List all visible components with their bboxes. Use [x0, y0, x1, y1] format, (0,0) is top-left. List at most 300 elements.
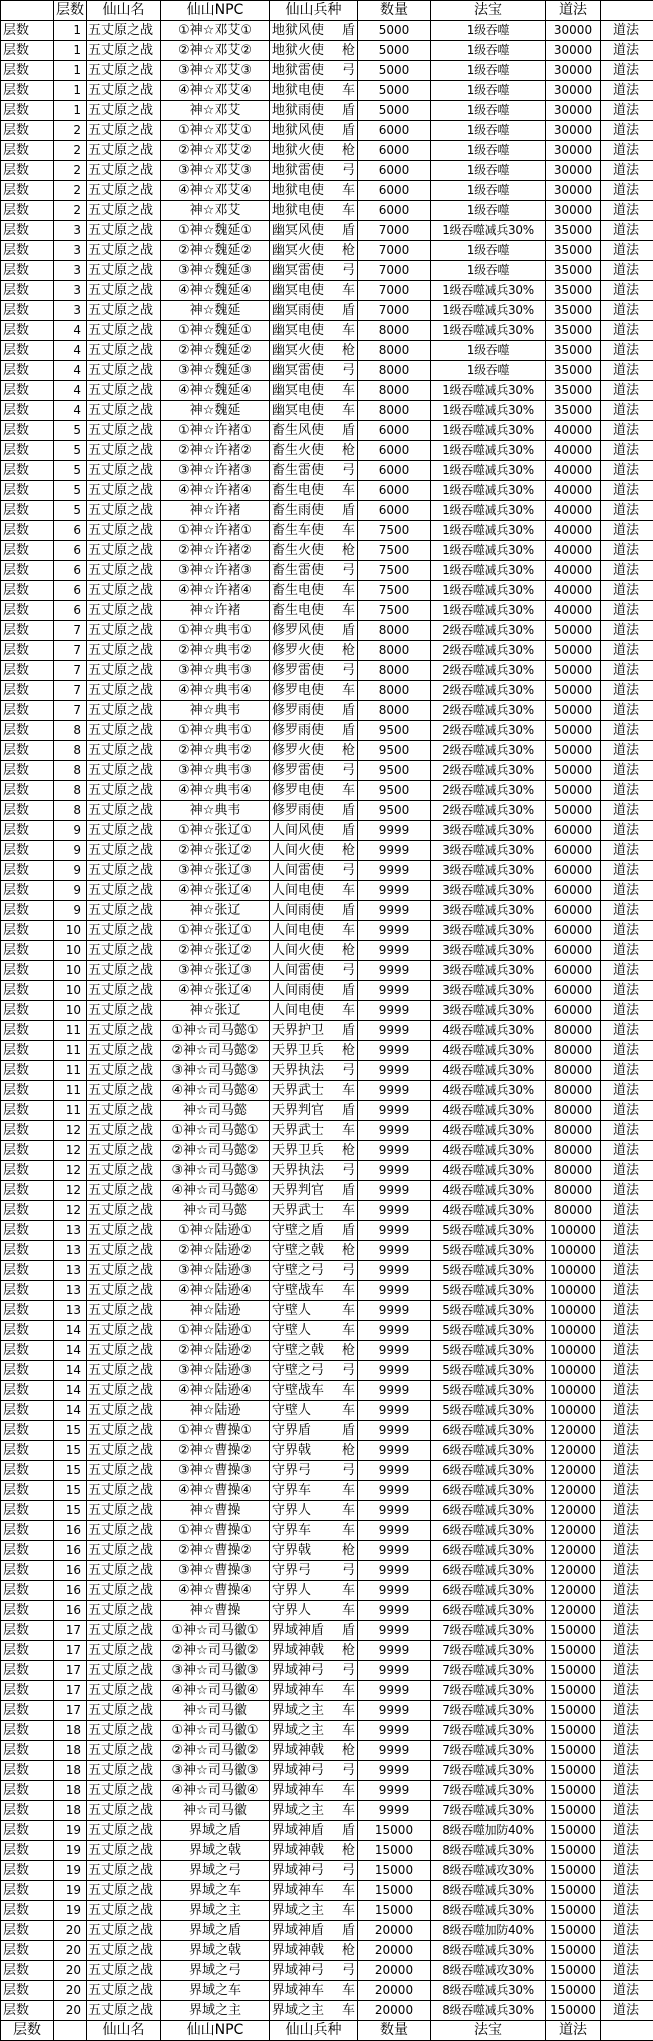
- cell-troop[interactable]: [270, 121, 358, 141]
- cell-mountain-name[interactable]: 五丈原之战: [87, 481, 161, 501]
- cell-daofa-label[interactable]: 道法: [601, 1801, 653, 1821]
- cell-npc-name[interactable]: ①神☆邓艾①: [161, 121, 270, 141]
- cell-daofa-label[interactable]: 道法: [601, 861, 653, 881]
- cell-mountain-name[interactable]: 五丈原之战: [87, 1841, 161, 1861]
- cell-troop[interactable]: [270, 1001, 358, 1021]
- cell-mountain-name[interactable]: 五丈原之战: [87, 521, 161, 541]
- cell-treasure[interactable]: 5级吞噬减兵30%: [431, 1361, 546, 1381]
- cell-layer-number[interactable]: 3: [54, 301, 87, 321]
- cell-layer-label[interactable]: 层数: [1, 1421, 54, 1441]
- cell-quantity[interactable]: 15000: [358, 1881, 431, 1901]
- cell-daofa-label[interactable]: 道法: [601, 141, 653, 161]
- cell-troop[interactable]: [270, 1161, 358, 1181]
- cell-layer-number[interactable]: 11: [54, 1061, 87, 1081]
- cell-layer-label[interactable]: 层数: [1, 721, 54, 741]
- cell-layer-number[interactable]: 11: [54, 1101, 87, 1121]
- cell-layer-number[interactable]: 1: [54, 101, 87, 121]
- footer-cell-quantity[interactable]: 数量: [358, 2021, 431, 2041]
- cell-quantity[interactable]: 8000: [358, 621, 431, 641]
- cell-layer-label[interactable]: 层数: [1, 1501, 54, 1521]
- cell-treasure[interactable]: 2级吞噬减兵30%: [431, 781, 546, 801]
- cell-quantity[interactable]: 9999: [358, 821, 431, 841]
- cell-daofa-label[interactable]: 道法: [601, 1201, 653, 1221]
- cell-troop[interactable]: [270, 1721, 358, 1741]
- cell-troop[interactable]: [270, 721, 358, 741]
- cell-daofa-label[interactable]: 道法: [601, 661, 653, 681]
- cell-layer-number[interactable]: 20: [54, 1941, 87, 1961]
- cell-mountain-name[interactable]: 五丈原之战: [87, 1281, 161, 1301]
- footer-cell-npc[interactable]: 仙山NPC: [161, 2021, 270, 2041]
- cell-layer-number[interactable]: 5: [54, 481, 87, 501]
- cell-quantity[interactable]: 8000: [358, 341, 431, 361]
- cell-mountain-name[interactable]: 五丈原之战: [87, 821, 161, 841]
- cell-troop[interactable]: [270, 401, 358, 421]
- cell-npc-name[interactable]: ③神☆陆逊③: [161, 1261, 270, 1281]
- cell-troop[interactable]: [270, 781, 358, 801]
- cell-layer-label[interactable]: 层数: [1, 961, 54, 981]
- cell-layer-label[interactable]: 层数: [1, 501, 54, 521]
- cell-mountain-name[interactable]: 五丈原之战: [87, 1921, 161, 1941]
- cell-troop[interactable]: [270, 621, 358, 641]
- cell-quantity[interactable]: 20000: [358, 2001, 431, 2021]
- cell-daofa-value[interactable]: 30000: [546, 81, 601, 101]
- cell-npc-name[interactable]: 界域之车: [161, 1881, 270, 1901]
- cell-daofa-label[interactable]: 道法: [601, 881, 653, 901]
- cell-layer-number[interactable]: 14: [54, 1361, 87, 1381]
- cell-mountain-name[interactable]: 五丈原之战: [87, 381, 161, 401]
- cell-troop[interactable]: [270, 561, 358, 581]
- cell-daofa-value[interactable]: 30000: [546, 41, 601, 61]
- cell-quantity[interactable]: 9999: [358, 1501, 431, 1521]
- cell-daofa-value[interactable]: 150000: [546, 1901, 601, 1921]
- cell-quantity[interactable]: 9999: [358, 1301, 431, 1321]
- cell-daofa-value[interactable]: 80000: [546, 1101, 601, 1121]
- cell-troop[interactable]: [270, 501, 358, 521]
- cell-layer-label[interactable]: 层数: [1, 1561, 54, 1581]
- cell-daofa-label[interactable]: 道法: [601, 801, 653, 821]
- cell-layer-number[interactable]: 16: [54, 1601, 87, 1621]
- cell-layer-number[interactable]: 1: [54, 41, 87, 61]
- cell-daofa-label[interactable]: 道法: [601, 1561, 653, 1581]
- cell-quantity[interactable]: 9999: [358, 881, 431, 901]
- cell-mountain-name[interactable]: 五丈原之战: [87, 621, 161, 641]
- cell-daofa-value[interactable]: 30000: [546, 181, 601, 201]
- cell-troop[interactable]: [270, 1261, 358, 1281]
- cell-mountain-name[interactable]: 五丈原之战: [87, 221, 161, 241]
- cell-quantity[interactable]: 5000: [358, 21, 431, 41]
- cell-npc-name[interactable]: ②神☆司马懿②: [161, 1141, 270, 1161]
- cell-treasure[interactable]: 1级吞噬减兵30%: [431, 561, 546, 581]
- cell-quantity[interactable]: 9999: [358, 841, 431, 861]
- cell-mountain-name[interactable]: 五丈原之战: [87, 241, 161, 261]
- cell-npc-name[interactable]: ②神☆邓艾②: [161, 41, 270, 61]
- cell-treasure[interactable]: 3级吞噬减兵30%: [431, 861, 546, 881]
- cell-treasure[interactable]: 4级吞噬减兵30%: [431, 1021, 546, 1041]
- cell-npc-name[interactable]: ④神☆司马徽④: [161, 1781, 270, 1801]
- cell-mountain-name[interactable]: 五丈原之战: [87, 941, 161, 961]
- cell-mountain-name[interactable]: 五丈原之战: [87, 721, 161, 741]
- cell-quantity[interactable]: 7500: [358, 561, 431, 581]
- cell-troop[interactable]: [270, 1401, 358, 1421]
- cell-quantity[interactable]: 9999: [358, 1461, 431, 1481]
- cell-npc-name[interactable]: 神☆司马懿: [161, 1201, 270, 1221]
- cell-npc-name[interactable]: ②神☆魏延②: [161, 241, 270, 261]
- cell-layer-label[interactable]: 层数: [1, 981, 54, 1001]
- cell-quantity[interactable]: 5000: [358, 81, 431, 101]
- cell-troop[interactable]: [270, 761, 358, 781]
- cell-quantity[interactable]: 9999: [358, 1621, 431, 1641]
- cell-troop[interactable]: [270, 1901, 358, 1921]
- cell-layer-label[interactable]: 层数: [1, 121, 54, 141]
- cell-daofa-label[interactable]: 道法: [601, 1121, 653, 1141]
- cell-layer-number[interactable]: 3: [54, 281, 87, 301]
- cell-quantity[interactable]: 9999: [358, 1761, 431, 1781]
- cell-daofa-label[interactable]: 道法: [601, 1641, 653, 1661]
- cell-daofa-value[interactable]: 150000: [546, 2001, 601, 2021]
- cell-daofa-label[interactable]: 道法: [601, 1061, 653, 1081]
- cell-layer-label[interactable]: 层数: [1, 1701, 54, 1721]
- cell-quantity[interactable]: 9999: [358, 1801, 431, 1821]
- cell-layer-label[interactable]: 层数: [1, 81, 54, 101]
- cell-troop[interactable]: [270, 1101, 358, 1121]
- cell-treasure[interactable]: 1级吞噬: [431, 261, 546, 281]
- cell-layer-label[interactable]: 层数: [1, 821, 54, 841]
- cell-daofa-value[interactable]: 150000: [546, 1621, 601, 1641]
- cell-troop[interactable]: [270, 161, 358, 181]
- cell-daofa-label[interactable]: 道法: [601, 101, 653, 121]
- cell-quantity[interactable]: 9999: [358, 1661, 431, 1681]
- cell-layer-number[interactable]: 13: [54, 1241, 87, 1261]
- cell-npc-name[interactable]: ②神☆典韦②: [161, 641, 270, 661]
- cell-npc-name[interactable]: ③神☆陆逊③: [161, 1361, 270, 1381]
- cell-layer-label[interactable]: 层数: [1, 1001, 54, 1021]
- cell-quantity[interactable]: 6000: [358, 201, 431, 221]
- cell-npc-name[interactable]: 神☆陆逊: [161, 1301, 270, 1321]
- cell-mountain-name[interactable]: 五丈原之战: [87, 1801, 161, 1821]
- cell-daofa-value[interactable]: 60000: [546, 821, 601, 841]
- cell-treasure[interactable]: 1级吞噬减兵30%: [431, 421, 546, 441]
- cell-quantity[interactable]: 9999: [358, 1561, 431, 1581]
- cell-layer-number[interactable]: 14: [54, 1321, 87, 1341]
- cell-troop[interactable]: [270, 1221, 358, 1241]
- cell-layer-number[interactable]: 15: [54, 1421, 87, 1441]
- cell-layer-label[interactable]: 层数: [1, 1901, 54, 1921]
- cell-layer-number[interactable]: 17: [54, 1681, 87, 1701]
- cell-layer-number[interactable]: 18: [54, 1761, 87, 1781]
- cell-quantity[interactable]: 9999: [358, 1201, 431, 1221]
- cell-mountain-name[interactable]: 五丈原之战: [87, 1241, 161, 1261]
- cell-daofa-label[interactable]: 道法: [601, 1681, 653, 1701]
- cell-treasure[interactable]: 1级吞噬减兵30%: [431, 541, 546, 561]
- cell-mountain-name[interactable]: 五丈原之战: [87, 401, 161, 421]
- cell-layer-label[interactable]: 层数: [1, 581, 54, 601]
- footer-cell-troop[interactable]: 仙山兵种: [270, 2021, 358, 2041]
- cell-daofa-value[interactable]: 150000: [546, 1941, 601, 1961]
- cell-layer-number[interactable]: 5: [54, 461, 87, 481]
- cell-mountain-name[interactable]: 五丈原之战: [87, 881, 161, 901]
- cell-layer-label[interactable]: 层数: [1, 701, 54, 721]
- cell-treasure[interactable]: 3级吞噬减兵30%: [431, 981, 546, 1001]
- cell-treasure[interactable]: 5级吞噬减兵30%: [431, 1261, 546, 1281]
- cell-treasure[interactable]: 1级吞噬减兵30%: [431, 481, 546, 501]
- cell-layer-number[interactable]: 9: [54, 901, 87, 921]
- cell-quantity[interactable]: 9999: [358, 1001, 431, 1021]
- cell-quantity[interactable]: 9999: [358, 1381, 431, 1401]
- cell-layer-number[interactable]: 2: [54, 161, 87, 181]
- cell-layer-label[interactable]: 层数: [1, 61, 54, 81]
- cell-treasure[interactable]: 4级吞噬减兵30%: [431, 1121, 546, 1141]
- cell-mountain-name[interactable]: 五丈原之战: [87, 1421, 161, 1441]
- cell-mountain-name[interactable]: 五丈原之战: [87, 1341, 161, 1361]
- cell-layer-number[interactable]: 10: [54, 941, 87, 961]
- cell-daofa-value[interactable]: 150000: [546, 1961, 601, 1981]
- cell-treasure[interactable]: 1级吞噬: [431, 361, 546, 381]
- cell-npc-name[interactable]: ④神☆张辽④: [161, 981, 270, 1001]
- cell-layer-label[interactable]: 层数: [1, 1381, 54, 1401]
- header-cell-npc[interactable]: 仙山NPC: [161, 1, 270, 21]
- cell-mountain-name[interactable]: 五丈原之战: [87, 601, 161, 621]
- cell-daofa-label[interactable]: 道法: [601, 1741, 653, 1761]
- cell-troop[interactable]: [270, 1821, 358, 1841]
- cell-troop[interactable]: [270, 1481, 358, 1501]
- cell-mountain-name[interactable]: 五丈原之战: [87, 901, 161, 921]
- cell-npc-name[interactable]: ④神☆司马懿④: [161, 1181, 270, 1201]
- cell-quantity[interactable]: 9999: [358, 1421, 431, 1441]
- cell-mountain-name[interactable]: 五丈原之战: [87, 961, 161, 981]
- cell-daofa-value[interactable]: 100000: [546, 1301, 601, 1321]
- cell-treasure[interactable]: 7级吞噬减兵30%: [431, 1801, 546, 1821]
- cell-treasure[interactable]: 6级吞噬减兵30%: [431, 1601, 546, 1621]
- cell-layer-number[interactable]: 3: [54, 221, 87, 241]
- cell-daofa-value[interactable]: 40000: [546, 521, 601, 541]
- cell-treasure[interactable]: 8级吞噬减兵30%: [431, 1941, 546, 1961]
- cell-npc-name[interactable]: ①神☆司马徽①: [161, 1621, 270, 1641]
- cell-daofa-label[interactable]: 道法: [601, 1461, 653, 1481]
- cell-daofa-label[interactable]: 道法: [601, 1441, 653, 1461]
- cell-quantity[interactable]: 9999: [358, 981, 431, 1001]
- cell-treasure[interactable]: 6级吞噬减兵30%: [431, 1541, 546, 1561]
- cell-treasure[interactable]: 4级吞噬减兵30%: [431, 1041, 546, 1061]
- cell-npc-name[interactable]: ①神☆司马懿①: [161, 1121, 270, 1141]
- cell-mountain-name[interactable]: 五丈原之战: [87, 1181, 161, 1201]
- cell-layer-number[interactable]: 14: [54, 1401, 87, 1421]
- cell-daofa-value[interactable]: 150000: [546, 1921, 601, 1941]
- cell-daofa-label[interactable]: 道法: [601, 781, 653, 801]
- cell-layer-label[interactable]: 层数: [1, 1661, 54, 1681]
- cell-treasure[interactable]: 6级吞噬减兵30%: [431, 1501, 546, 1521]
- cell-daofa-label[interactable]: 道法: [601, 1141, 653, 1161]
- cell-mountain-name[interactable]: 五丈原之战: [87, 801, 161, 821]
- cell-daofa-label[interactable]: 道法: [601, 741, 653, 761]
- cell-daofa-label[interactable]: 道法: [601, 201, 653, 221]
- cell-daofa-value[interactable]: 100000: [546, 1321, 601, 1341]
- cell-daofa-value[interactable]: 35000: [546, 381, 601, 401]
- cell-quantity[interactable]: 15000: [358, 1901, 431, 1921]
- cell-layer-number[interactable]: 7: [54, 701, 87, 721]
- cell-npc-name[interactable]: ④神☆典韦④: [161, 781, 270, 801]
- cell-treasure[interactable]: 3级吞噬减兵30%: [431, 941, 546, 961]
- cell-troop[interactable]: [270, 1461, 358, 1481]
- cell-layer-number[interactable]: 12: [54, 1181, 87, 1201]
- cell-layer-number[interactable]: 6: [54, 561, 87, 581]
- cell-mountain-name[interactable]: 五丈原之战: [87, 341, 161, 361]
- cell-daofa-label[interactable]: 道法: [601, 1401, 653, 1421]
- cell-mountain-name[interactable]: 五丈原之战: [87, 1581, 161, 1601]
- cell-treasure[interactable]: 3级吞噬减兵30%: [431, 921, 546, 941]
- cell-daofa-label[interactable]: 道法: [601, 621, 653, 641]
- cell-layer-label[interactable]: 层数: [1, 1301, 54, 1321]
- cell-layer-label[interactable]: 层数: [1, 141, 54, 161]
- cell-daofa-label[interactable]: 道法: [601, 1481, 653, 1501]
- cell-daofa-value[interactable]: 80000: [546, 1021, 601, 1041]
- cell-troop[interactable]: [270, 261, 358, 281]
- cell-treasure[interactable]: 3级吞噬减兵30%: [431, 821, 546, 841]
- cell-treasure[interactable]: 3级吞噬减兵30%: [431, 841, 546, 861]
- cell-quantity[interactable]: 9999: [358, 1081, 431, 1101]
- cell-layer-number[interactable]: 13: [54, 1261, 87, 1281]
- cell-treasure[interactable]: 1级吞噬减兵30%: [431, 401, 546, 421]
- cell-quantity[interactable]: 6000: [358, 441, 431, 461]
- cell-daofa-value[interactable]: 150000: [546, 1861, 601, 1881]
- cell-daofa-value[interactable]: 30000: [546, 141, 601, 161]
- cell-daofa-value[interactable]: 80000: [546, 1081, 601, 1101]
- cell-mountain-name[interactable]: 五丈原之战: [87, 81, 161, 101]
- cell-layer-number[interactable]: 11: [54, 1021, 87, 1041]
- cell-layer-number[interactable]: 5: [54, 501, 87, 521]
- cell-treasure[interactable]: 4级吞噬减兵30%: [431, 1161, 546, 1181]
- cell-npc-name[interactable]: ③神☆邓艾③: [161, 61, 270, 81]
- cell-layer-label[interactable]: 层数: [1, 1981, 54, 2001]
- cell-quantity[interactable]: 8000: [358, 401, 431, 421]
- header-cell-daofa[interactable]: 道法: [546, 1, 601, 21]
- cell-quantity[interactable]: 9999: [358, 1021, 431, 1041]
- cell-daofa-value[interactable]: 120000: [546, 1521, 601, 1541]
- cell-daofa-label[interactable]: 道法: [601, 1721, 653, 1741]
- cell-troop[interactable]: [270, 61, 358, 81]
- cell-troop[interactable]: [270, 181, 358, 201]
- cell-troop[interactable]: [270, 321, 358, 341]
- cell-quantity[interactable]: 9500: [358, 721, 431, 741]
- cell-npc-name[interactable]: ④神☆陆逊④: [161, 1281, 270, 1301]
- cell-quantity[interactable]: 9999: [358, 1061, 431, 1081]
- cell-layer-label[interactable]: 层数: [1, 221, 54, 241]
- cell-npc-name[interactable]: ②神☆陆逊②: [161, 1341, 270, 1361]
- cell-layer-label[interactable]: 层数: [1, 421, 54, 441]
- cell-mountain-name[interactable]: 五丈原之战: [87, 1061, 161, 1081]
- footer-cell-blank[interactable]: [54, 2021, 87, 2041]
- cell-troop[interactable]: [270, 1441, 358, 1461]
- cell-troop[interactable]: [270, 701, 358, 721]
- cell-daofa-label[interactable]: 道法: [601, 161, 653, 181]
- cell-layer-number[interactable]: 8: [54, 801, 87, 821]
- cell-troop[interactable]: [270, 1181, 358, 1201]
- cell-npc-name[interactable]: 神☆张辽: [161, 1001, 270, 1021]
- cell-mountain-name[interactable]: 五丈原之战: [87, 641, 161, 661]
- cell-troop[interactable]: [270, 681, 358, 701]
- cell-daofa-value[interactable]: 120000: [546, 1481, 601, 1501]
- cell-npc-name[interactable]: ①神☆曹操①: [161, 1421, 270, 1441]
- cell-daofa-value[interactable]: 30000: [546, 21, 601, 41]
- cell-layer-number[interactable]: 16: [54, 1561, 87, 1581]
- cell-daofa-value[interactable]: 50000: [546, 761, 601, 781]
- cell-npc-name[interactable]: ③神☆典韦③: [161, 761, 270, 781]
- cell-quantity[interactable]: 9999: [358, 1481, 431, 1501]
- cell-daofa-label[interactable]: 道法: [601, 1101, 653, 1121]
- cell-mountain-name[interactable]: 五丈原之战: [87, 361, 161, 381]
- cell-daofa-value[interactable]: 50000: [546, 681, 601, 701]
- cell-daofa-label[interactable]: 道法: [601, 381, 653, 401]
- cell-layer-number[interactable]: 12: [54, 1201, 87, 1221]
- cell-daofa-value[interactable]: 150000: [546, 1781, 601, 1801]
- cell-mountain-name[interactable]: 五丈原之战: [87, 1881, 161, 1901]
- cell-treasure[interactable]: 8级吞噬加防40%: [431, 1821, 546, 1841]
- cell-npc-name[interactable]: ②神☆张辽②: [161, 841, 270, 861]
- cell-layer-label[interactable]: 层数: [1, 1781, 54, 1801]
- cell-treasure[interactable]: 8级吞噬减兵30%: [431, 2001, 546, 2021]
- cell-quantity[interactable]: 9500: [358, 781, 431, 801]
- cell-layer-label[interactable]: 层数: [1, 1881, 54, 1901]
- cell-npc-name[interactable]: ②神☆曹操②: [161, 1541, 270, 1561]
- cell-treasure[interactable]: 5级吞噬减兵30%: [431, 1321, 546, 1341]
- cell-mountain-name[interactable]: 五丈原之战: [87, 541, 161, 561]
- cell-layer-number[interactable]: 10: [54, 1001, 87, 1021]
- cell-troop[interactable]: [270, 341, 358, 361]
- cell-daofa-label[interactable]: 道法: [601, 1081, 653, 1101]
- cell-layer-number[interactable]: 14: [54, 1341, 87, 1361]
- cell-daofa-label[interactable]: 道法: [601, 421, 653, 441]
- cell-daofa-label[interactable]: 道法: [601, 1381, 653, 1401]
- cell-mountain-name[interactable]: 五丈原之战: [87, 1481, 161, 1501]
- cell-mountain-name[interactable]: 五丈原之战: [87, 921, 161, 941]
- cell-npc-name[interactable]: ②神☆邓艾②: [161, 141, 270, 161]
- cell-layer-label[interactable]: 层数: [1, 241, 54, 261]
- cell-layer-label[interactable]: 层数: [1, 521, 54, 541]
- cell-daofa-label[interactable]: 道法: [601, 1341, 653, 1361]
- cell-treasure[interactable]: 1级吞噬: [431, 341, 546, 361]
- cell-mountain-name[interactable]: 五丈原之战: [87, 1401, 161, 1421]
- header-cell-troop[interactable]: 仙山兵种: [270, 1, 358, 21]
- cell-treasure[interactable]: 2级吞噬减兵30%: [431, 661, 546, 681]
- cell-mountain-name[interactable]: 五丈原之战: [87, 1621, 161, 1641]
- cell-layer-number[interactable]: 10: [54, 961, 87, 981]
- cell-treasure[interactable]: 8级吞噬减兵30%: [431, 1981, 546, 2001]
- cell-npc-name[interactable]: ③神☆司马徽③: [161, 1761, 270, 1781]
- cell-daofa-label[interactable]: 道法: [601, 121, 653, 141]
- cell-layer-label[interactable]: 层数: [1, 601, 54, 621]
- cell-layer-label[interactable]: 层数: [1, 641, 54, 661]
- cell-layer-number[interactable]: 19: [54, 1861, 87, 1881]
- cell-layer-label[interactable]: 层数: [1, 1541, 54, 1561]
- cell-daofa-label[interactable]: 道法: [601, 1001, 653, 1021]
- cell-mountain-name[interactable]: 五丈原之战: [87, 1641, 161, 1661]
- cell-layer-label[interactable]: 层数: [1, 1181, 54, 1201]
- cell-treasure[interactable]: 1级吞噬减兵30%: [431, 521, 546, 541]
- cell-mountain-name[interactable]: 五丈原之战: [87, 441, 161, 461]
- cell-mountain-name[interactable]: 五丈原之战: [87, 1821, 161, 1841]
- cell-daofa-label[interactable]: 道法: [601, 901, 653, 921]
- cell-quantity[interactable]: 8000: [358, 321, 431, 341]
- cell-npc-name[interactable]: 界域之盾: [161, 1921, 270, 1941]
- cell-treasure[interactable]: 7级吞噬减兵30%: [431, 1681, 546, 1701]
- cell-treasure[interactable]: 6级吞噬减兵30%: [431, 1521, 546, 1541]
- cell-mountain-name[interactable]: 五丈原之战: [87, 201, 161, 221]
- cell-daofa-label[interactable]: 道法: [601, 941, 653, 961]
- cell-layer-label[interactable]: 层数: [1, 801, 54, 821]
- cell-quantity[interactable]: 9999: [358, 1721, 431, 1741]
- cell-layer-label[interactable]: 层数: [1, 1161, 54, 1181]
- cell-layer-number[interactable]: 17: [54, 1641, 87, 1661]
- cell-daofa-label[interactable]: 道法: [601, 521, 653, 541]
